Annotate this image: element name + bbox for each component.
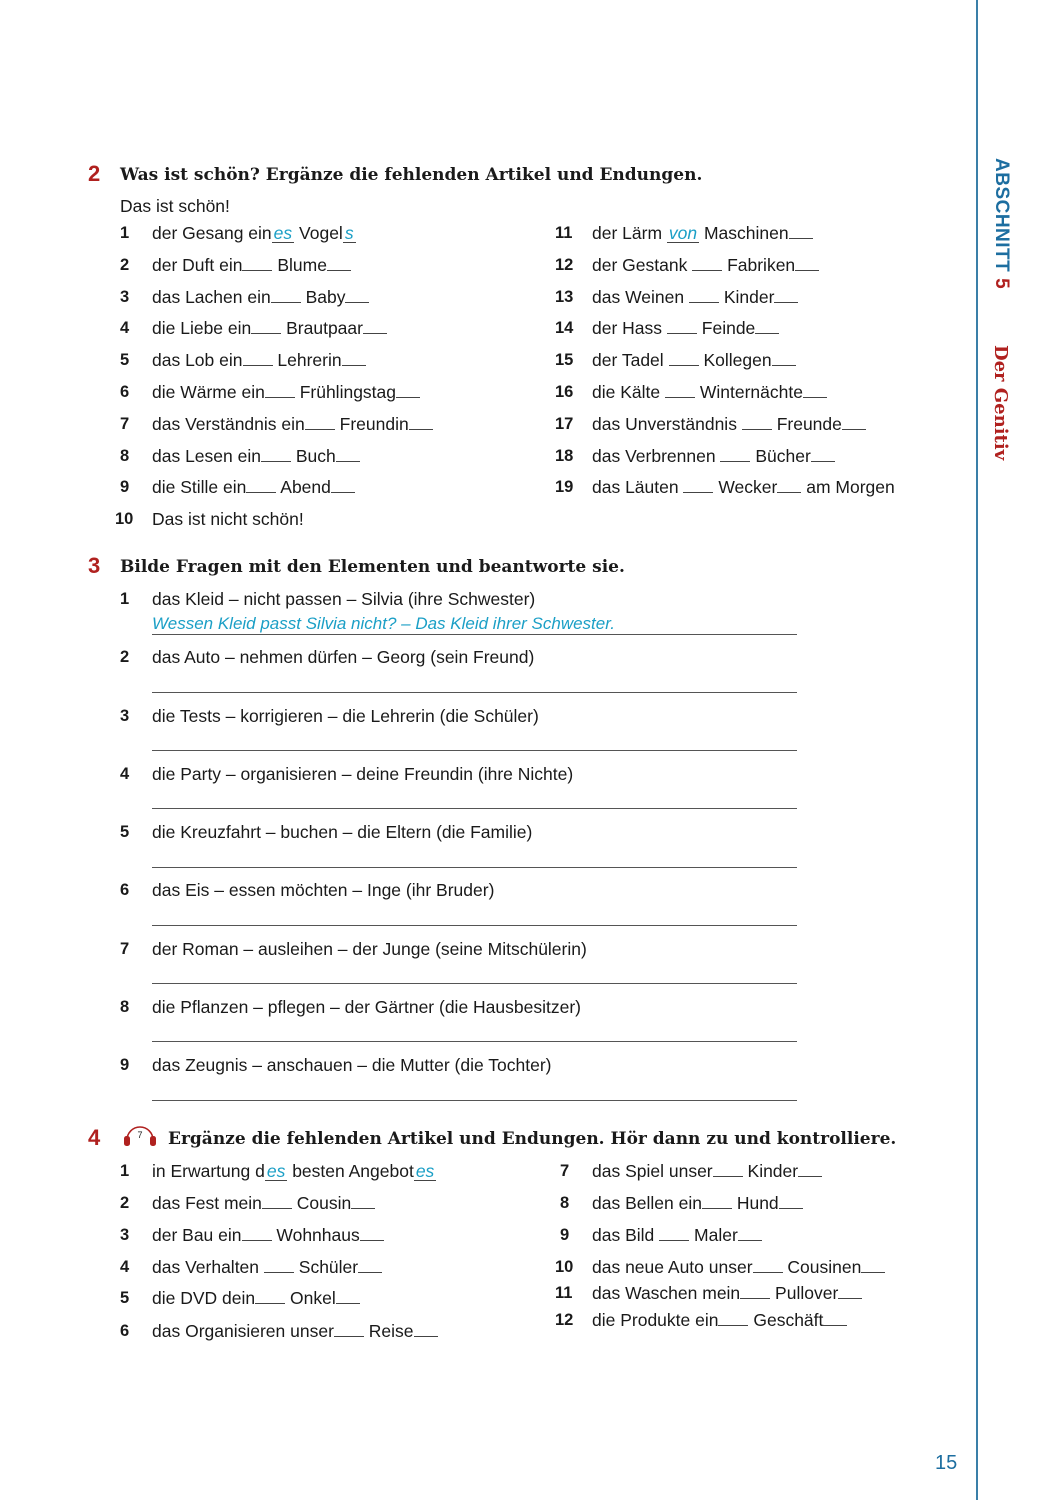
answer-blank[interactable] — [414, 1320, 438, 1337]
answer-blank[interactable] — [838, 1282, 862, 1299]
answer-blank[interactable] — [772, 349, 796, 366]
answer-line[interactable] — [152, 634, 797, 635]
answer-line[interactable] — [152, 750, 797, 751]
answer-fill: es — [266, 1161, 286, 1181]
answer-line[interactable] — [152, 867, 797, 868]
answer-blank[interactable] — [795, 254, 819, 271]
answer-blank[interactable] — [409, 413, 433, 430]
answer-blank[interactable] — [713, 1160, 743, 1177]
answer-blank[interactable] — [363, 317, 387, 334]
answer-blank[interactable] — [689, 286, 719, 303]
answer-blank[interactable] — [262, 1192, 292, 1209]
answer-blank[interactable] — [740, 1282, 770, 1299]
page-number: 15 — [935, 1452, 958, 1474]
answer-blank[interactable] — [798, 1160, 822, 1177]
answer-blank[interactable] — [665, 381, 695, 398]
answer-blank[interactable] — [718, 1309, 748, 1326]
answer-blank[interactable] — [667, 317, 697, 334]
answer-blank[interactable] — [351, 1192, 375, 1209]
track-number: 7 — [137, 1130, 143, 1140]
answer-blank[interactable] — [789, 222, 813, 239]
answer-blank[interactable] — [358, 1256, 382, 1273]
headphones-icon — [122, 1122, 158, 1148]
answer-blank[interactable] — [251, 317, 281, 334]
answer-blank[interactable] — [264, 1256, 294, 1273]
answer-fill: es — [415, 1161, 435, 1181]
answer-blank[interactable] — [305, 413, 335, 430]
answer-fill: es — [273, 223, 293, 243]
exercise-2-intro: Das ist schön! — [120, 196, 230, 216]
exercise-4-number: 4 — [88, 1125, 101, 1150]
answer-blank[interactable] — [803, 381, 827, 398]
answer-blank[interactable] — [702, 1192, 732, 1209]
answer-blank[interactable] — [842, 413, 866, 430]
answer-blank[interactable] — [331, 476, 355, 493]
answer-blank[interactable] — [659, 1224, 689, 1241]
exercise-4-title: Ergänze die fehlenden Artikel und Endungen. Hör dann zu und kontrolliere. — [168, 1129, 897, 1149]
answer-blank[interactable] — [683, 476, 713, 493]
answer-blank[interactable] — [742, 413, 772, 430]
answer-blank[interactable] — [779, 1192, 803, 1209]
answer-line[interactable] — [152, 925, 797, 926]
answer-blank[interactable] — [342, 349, 366, 366]
answer-blank[interactable] — [336, 1287, 360, 1304]
answer-blank[interactable] — [271, 286, 301, 303]
example-answer: Wessen Kleid passt Silvia nicht? – Das Kleid ihrer Schwester. — [152, 614, 615, 633]
answer-blank[interactable] — [243, 349, 273, 366]
answer-blank[interactable] — [336, 445, 360, 462]
answer-blank[interactable] — [692, 254, 722, 271]
answer-blank[interactable] — [669, 349, 699, 366]
exercise-2-number: 2 — [88, 161, 101, 186]
answer-blank[interactable] — [738, 1224, 762, 1241]
answer-blank[interactable] — [265, 381, 295, 398]
answer-blank[interactable] — [774, 286, 798, 303]
answer-blank[interactable] — [720, 445, 750, 462]
answer-blank[interactable] — [396, 381, 420, 398]
answer-blank[interactable] — [242, 1224, 272, 1241]
exercise-2-title: Was ist schön? Ergänze die fehlenden Artikel und Endungen. — [120, 165, 703, 185]
answer-blank[interactable] — [261, 445, 291, 462]
exercise-3-title: Bilde Fragen mit den Elementen und beantworte sie. — [120, 557, 625, 577]
answer-blank[interactable] — [334, 1320, 364, 1337]
answer-blank[interactable] — [360, 1224, 384, 1241]
answer-line[interactable] — [152, 692, 797, 693]
answer-blank[interactable] — [755, 317, 779, 334]
answer-fill: von — [668, 223, 698, 243]
section-number: 5 — [991, 278, 1012, 290]
answer-blank[interactable] — [753, 1256, 783, 1273]
answer-blank[interactable] — [811, 445, 835, 462]
answer-line[interactable] — [152, 983, 797, 984]
exercise-3-number: 3 — [88, 553, 101, 578]
answer-blank[interactable] — [861, 1256, 885, 1273]
section-topic: Der Genitiv — [990, 345, 1011, 461]
sidebar-divider — [976, 0, 978, 1500]
answer-line[interactable] — [152, 808, 797, 809]
answer-blank[interactable] — [823, 1309, 847, 1326]
answer-line[interactable] — [152, 1041, 797, 1042]
answer-line[interactable] — [152, 1100, 797, 1101]
answer-blank[interactable] — [327, 254, 351, 271]
section-label: ABSCHNITT 5 — [991, 158, 1012, 290]
answer-blank[interactable] — [246, 476, 276, 493]
answer-fill: s — [344, 223, 354, 243]
answer-blank[interactable] — [255, 1287, 285, 1304]
answer-blank[interactable] — [345, 286, 369, 303]
answer-blank[interactable] — [242, 254, 272, 271]
answer-blank[interactable] — [777, 476, 801, 493]
